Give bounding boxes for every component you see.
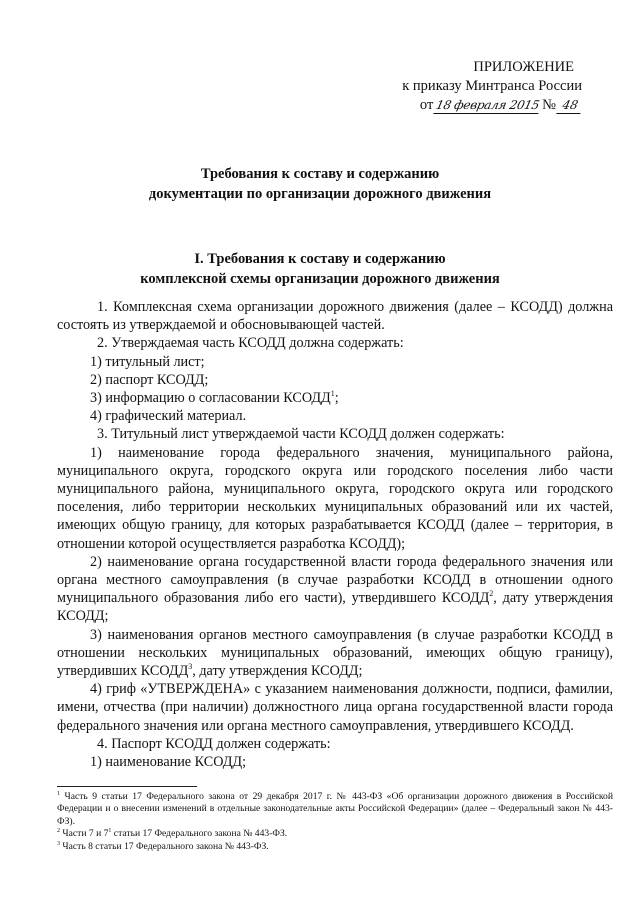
footnote-1-mark: 1 bbox=[57, 791, 60, 797]
footnote-ref-2[interactable]: 2 bbox=[489, 589, 494, 599]
footnote-ref-1[interactable]: 1 bbox=[330, 389, 335, 399]
list-item-local-authorities bbox=[57, 626, 613, 681]
paragraph-4: 4. Паспорт КСОДД должен содержать: bbox=[97, 735, 331, 752]
list-item-ksodd-name: 1) наименование КСОДД; bbox=[90, 754, 247, 771]
section-title-line2: комплексной схемы организации дорожного движения bbox=[140, 271, 500, 287]
footnote-ref-3[interactable]: 3 bbox=[188, 662, 193, 672]
footnote-3-text: Часть 8 статьи 17 Федерального закона № 443-ФЗ. bbox=[60, 840, 269, 852]
footnote-2-mark: 2 bbox=[57, 828, 60, 835]
list-item-approval-stamp: 4) гриф «УТВЕРЖДЕНА» с указанием наименования должности, подписи, фамилии, имени, отчества (при наличии) должностного лица органа государственной власти города федерального значения или органа местного самоуправления, утвердившего КСОДД. bbox=[57, 681, 613, 734]
footnote-separator bbox=[57, 786, 197, 787]
paragraph-1: 1. Комплексная схема организации дорожного движения (далее – КСОДД) должна состоять из утверждаемой и обосновывающей частей. bbox=[57, 299, 613, 334]
list-item-passport: 2) паспорт КСОДД; bbox=[90, 371, 209, 388]
list-item-local-authorities-end: , дату утверждения КСОДД; bbox=[192, 663, 363, 680]
footnote-2 bbox=[57, 828, 613, 840]
list-item-approval-info-text: 3) информацию о согласовании КСОДД bbox=[90, 390, 331, 407]
list-item-approval-info-end: ; bbox=[334, 390, 339, 407]
footnotes bbox=[57, 791, 613, 853]
number-prefix: № bbox=[542, 97, 556, 113]
list-item-authority-name bbox=[57, 553, 613, 626]
list-item-authority-name-text: 2) наименование органа государственной власти города федерального значения или органа местного самоуправления (в случае разработки КСОДД в отношении одного муниципального образования либо его части), утвердившего КСОДД bbox=[57, 553, 613, 607]
list-item-territory-name: 1) наименование города федерального значения, муниципального района, муниципального округа, городского округа или городского поселения либо части муниципального района, муниципального округа, городского округа или городского поселения, либо территории нескольких муниципальных образований или их частей, имеющих общую границу, для которых разрабатывается КСОДД (далее – территория, в отношении которой осуществляется разработка КСОДД); bbox=[57, 444, 613, 552]
list-item-title-page: 1) титульный лист; bbox=[90, 353, 205, 370]
approval-date-line bbox=[382, 96, 582, 115]
handwritten-date: 18 февраля 2015 bbox=[435, 98, 541, 112]
list-item-graphics: 4) графический материал. bbox=[90, 408, 247, 425]
list-item-approval-info bbox=[57, 389, 613, 407]
footnote-2-text-b: статьи 17 Федерального закона № 443-ФЗ. bbox=[111, 828, 288, 840]
footnote-2-superscript: 1 bbox=[108, 828, 112, 835]
footnote-3-mark: 3 bbox=[57, 840, 60, 847]
section-title-line1: I. Требования к составу и содержанию bbox=[194, 251, 446, 267]
list-item-authority-name-end: , дату утверждения КСОДД; bbox=[57, 590, 613, 625]
approval-order: к приказу Минтранса России bbox=[402, 78, 582, 94]
date-prefix: от bbox=[419, 97, 434, 113]
document-body bbox=[57, 298, 613, 771]
document-title-line1: Требования к составу и содержанию bbox=[200, 166, 440, 182]
approval-block bbox=[382, 58, 582, 115]
footnote-1 bbox=[57, 791, 613, 828]
footnote-2-text-a: Части 7 и 7 bbox=[60, 828, 109, 840]
handwritten-number: 48 bbox=[556, 98, 583, 114]
paragraph-3: 3. Титульный лист утверждаемой части КСОДД должен содержать: bbox=[97, 426, 505, 443]
paragraph-2: 2. Утверждаемая часть КСОДД должна содержать: bbox=[97, 335, 404, 352]
approval-title: ПРИЛОЖЕНИЕ bbox=[473, 59, 574, 75]
document-title bbox=[0, 164, 640, 204]
footnote-3 bbox=[57, 841, 613, 853]
document-title-line2: документации по организации дорожного движения bbox=[148, 186, 492, 202]
section-title bbox=[0, 249, 640, 289]
list-item-local-authorities-text: 3) наименования органов местного самоуправления (в случае разработки КСОДД в отношении нескольких муниципальных образований, имеющих общую границу), утвердивших КСОДД bbox=[57, 626, 613, 680]
footnote-1-text: Часть 9 статьи 17 Федерального закона от 29 декабря 2017 г. № 443-ФЗ «Об организации дорожного движения в Российской Федерации и о внесении изменений в отдельные законодательные акты Российской Федерации» (далее – Федеральный закон № 443-ФЗ). bbox=[57, 791, 613, 827]
